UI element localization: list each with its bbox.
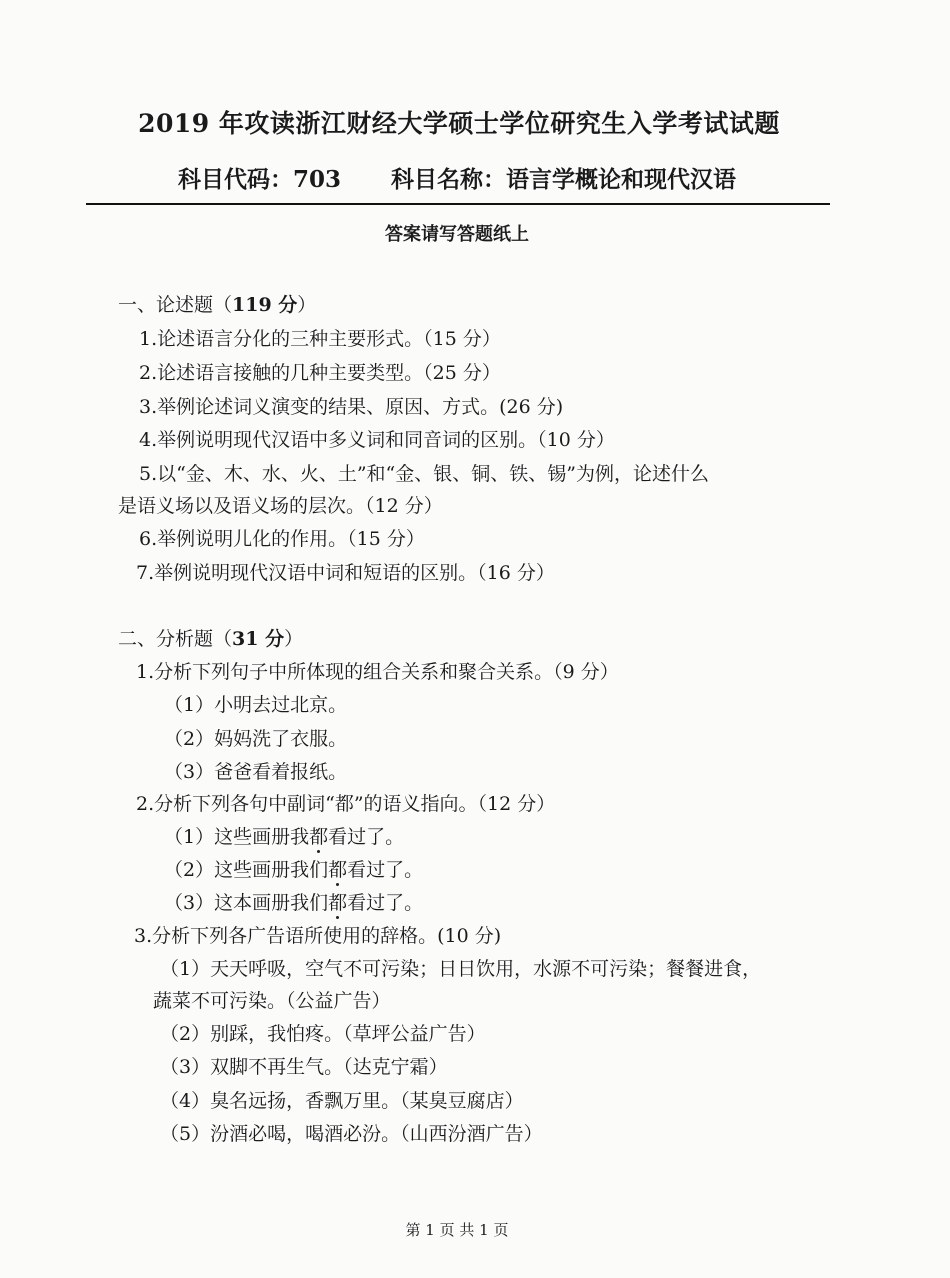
answer-instruction: 答案请写答题纸上 bbox=[385, 224, 529, 245]
section1-question-1: 1.论述语言分化的三种主要形式。（15 分） bbox=[139, 328, 501, 350]
subject-line bbox=[178, 161, 736, 194]
section2-q1-item-2: （2）妈妈洗了衣服。 bbox=[164, 728, 348, 750]
section2-q2-item-3: （3）这本画册我们都看过了。 bbox=[164, 892, 424, 914]
header-divider bbox=[86, 203, 830, 205]
section1-question-2: 2.论述语言接触的几种主要类型。（25 分） bbox=[139, 362, 501, 384]
emphasis-dot-char: 都 bbox=[328, 859, 348, 881]
section2-q3-item-1-line2: 蔬菜不可污染。（公益广告） bbox=[153, 990, 391, 1012]
section2-q3-item-5: （5）汾酒必喝，喝酒必汾。（山西汾酒广告） bbox=[160, 1123, 543, 1145]
exam-title: 2019 年攻读浙江财经大学硕士学位研究生入学考试试题 bbox=[138, 109, 780, 138]
section2-title: 二、分析题（31 分） bbox=[118, 628, 304, 650]
emphasis-dot-char: 都 bbox=[328, 892, 348, 914]
section2-q3-item-4: （4）臭名远扬，香飘万里。（某臭豆腐店） bbox=[160, 1090, 524, 1112]
section2-question-3: 3.分析下列各广告语所使用的辞格。(10 分) bbox=[134, 925, 502, 947]
section1-question-6: 6.举例说明儿化的作用。（15 分） bbox=[139, 528, 425, 550]
section1-question-5-line1: 5.以“金、木、水、火、土”和“金、银、铜、铁、锡”为例，论述什么 bbox=[139, 463, 709, 485]
subject-name: 科目名称：语言学概论和现代汉语 bbox=[391, 166, 737, 193]
section2-q1-item-1: （1）小明去过北京。 bbox=[164, 694, 348, 716]
section1-question-7: 7.举例说明现代汉语中词和短语的区别。（16 分） bbox=[136, 562, 555, 584]
emphasis-dot-char: 都 bbox=[309, 826, 329, 848]
section2-q3-item-3: （3）双脚不再生气。（达克宁霜） bbox=[160, 1056, 448, 1078]
section1-question-3: 3.举例论述词义演变的结果、原因、方式。(26 分) bbox=[139, 396, 564, 418]
section1-title: 一、论述题（119 分） bbox=[118, 294, 317, 316]
section2-question-1: 1.分析下列句子中所体现的组合关系和聚合关系。（9 分） bbox=[136, 661, 619, 683]
section2-q3-item-1-line1: （1）天天呼吸，空气不可污染；日日饮用，水源不可污染；餐餐进食， bbox=[160, 958, 762, 980]
section2-question-2: 2.分析下列各句中副词“都”的语义指向。（12 分） bbox=[136, 793, 556, 815]
section2-q2-item-1: （1）这些画册我都看过了。 bbox=[164, 826, 405, 848]
subject-code: 科目代码：703 bbox=[178, 166, 342, 193]
section2-q3-item-2: （2）别踩，我怕疼。（草坪公益广告） bbox=[160, 1023, 486, 1045]
section2-q1-item-3: （3）爸爸看着报纸。 bbox=[164, 761, 348, 783]
section1-question-5-line2: 是语义场以及语义场的层次。（12 分） bbox=[118, 495, 443, 517]
page-footer: 第 1 页 共 1 页 bbox=[405, 1221, 509, 1239]
section2-q2-item-2: （2）这些画册我们都看过了。 bbox=[164, 859, 424, 881]
section1-question-4: 4.举例说明现代汉语中多义词和同音词的区别。（10 分） bbox=[139, 429, 615, 451]
